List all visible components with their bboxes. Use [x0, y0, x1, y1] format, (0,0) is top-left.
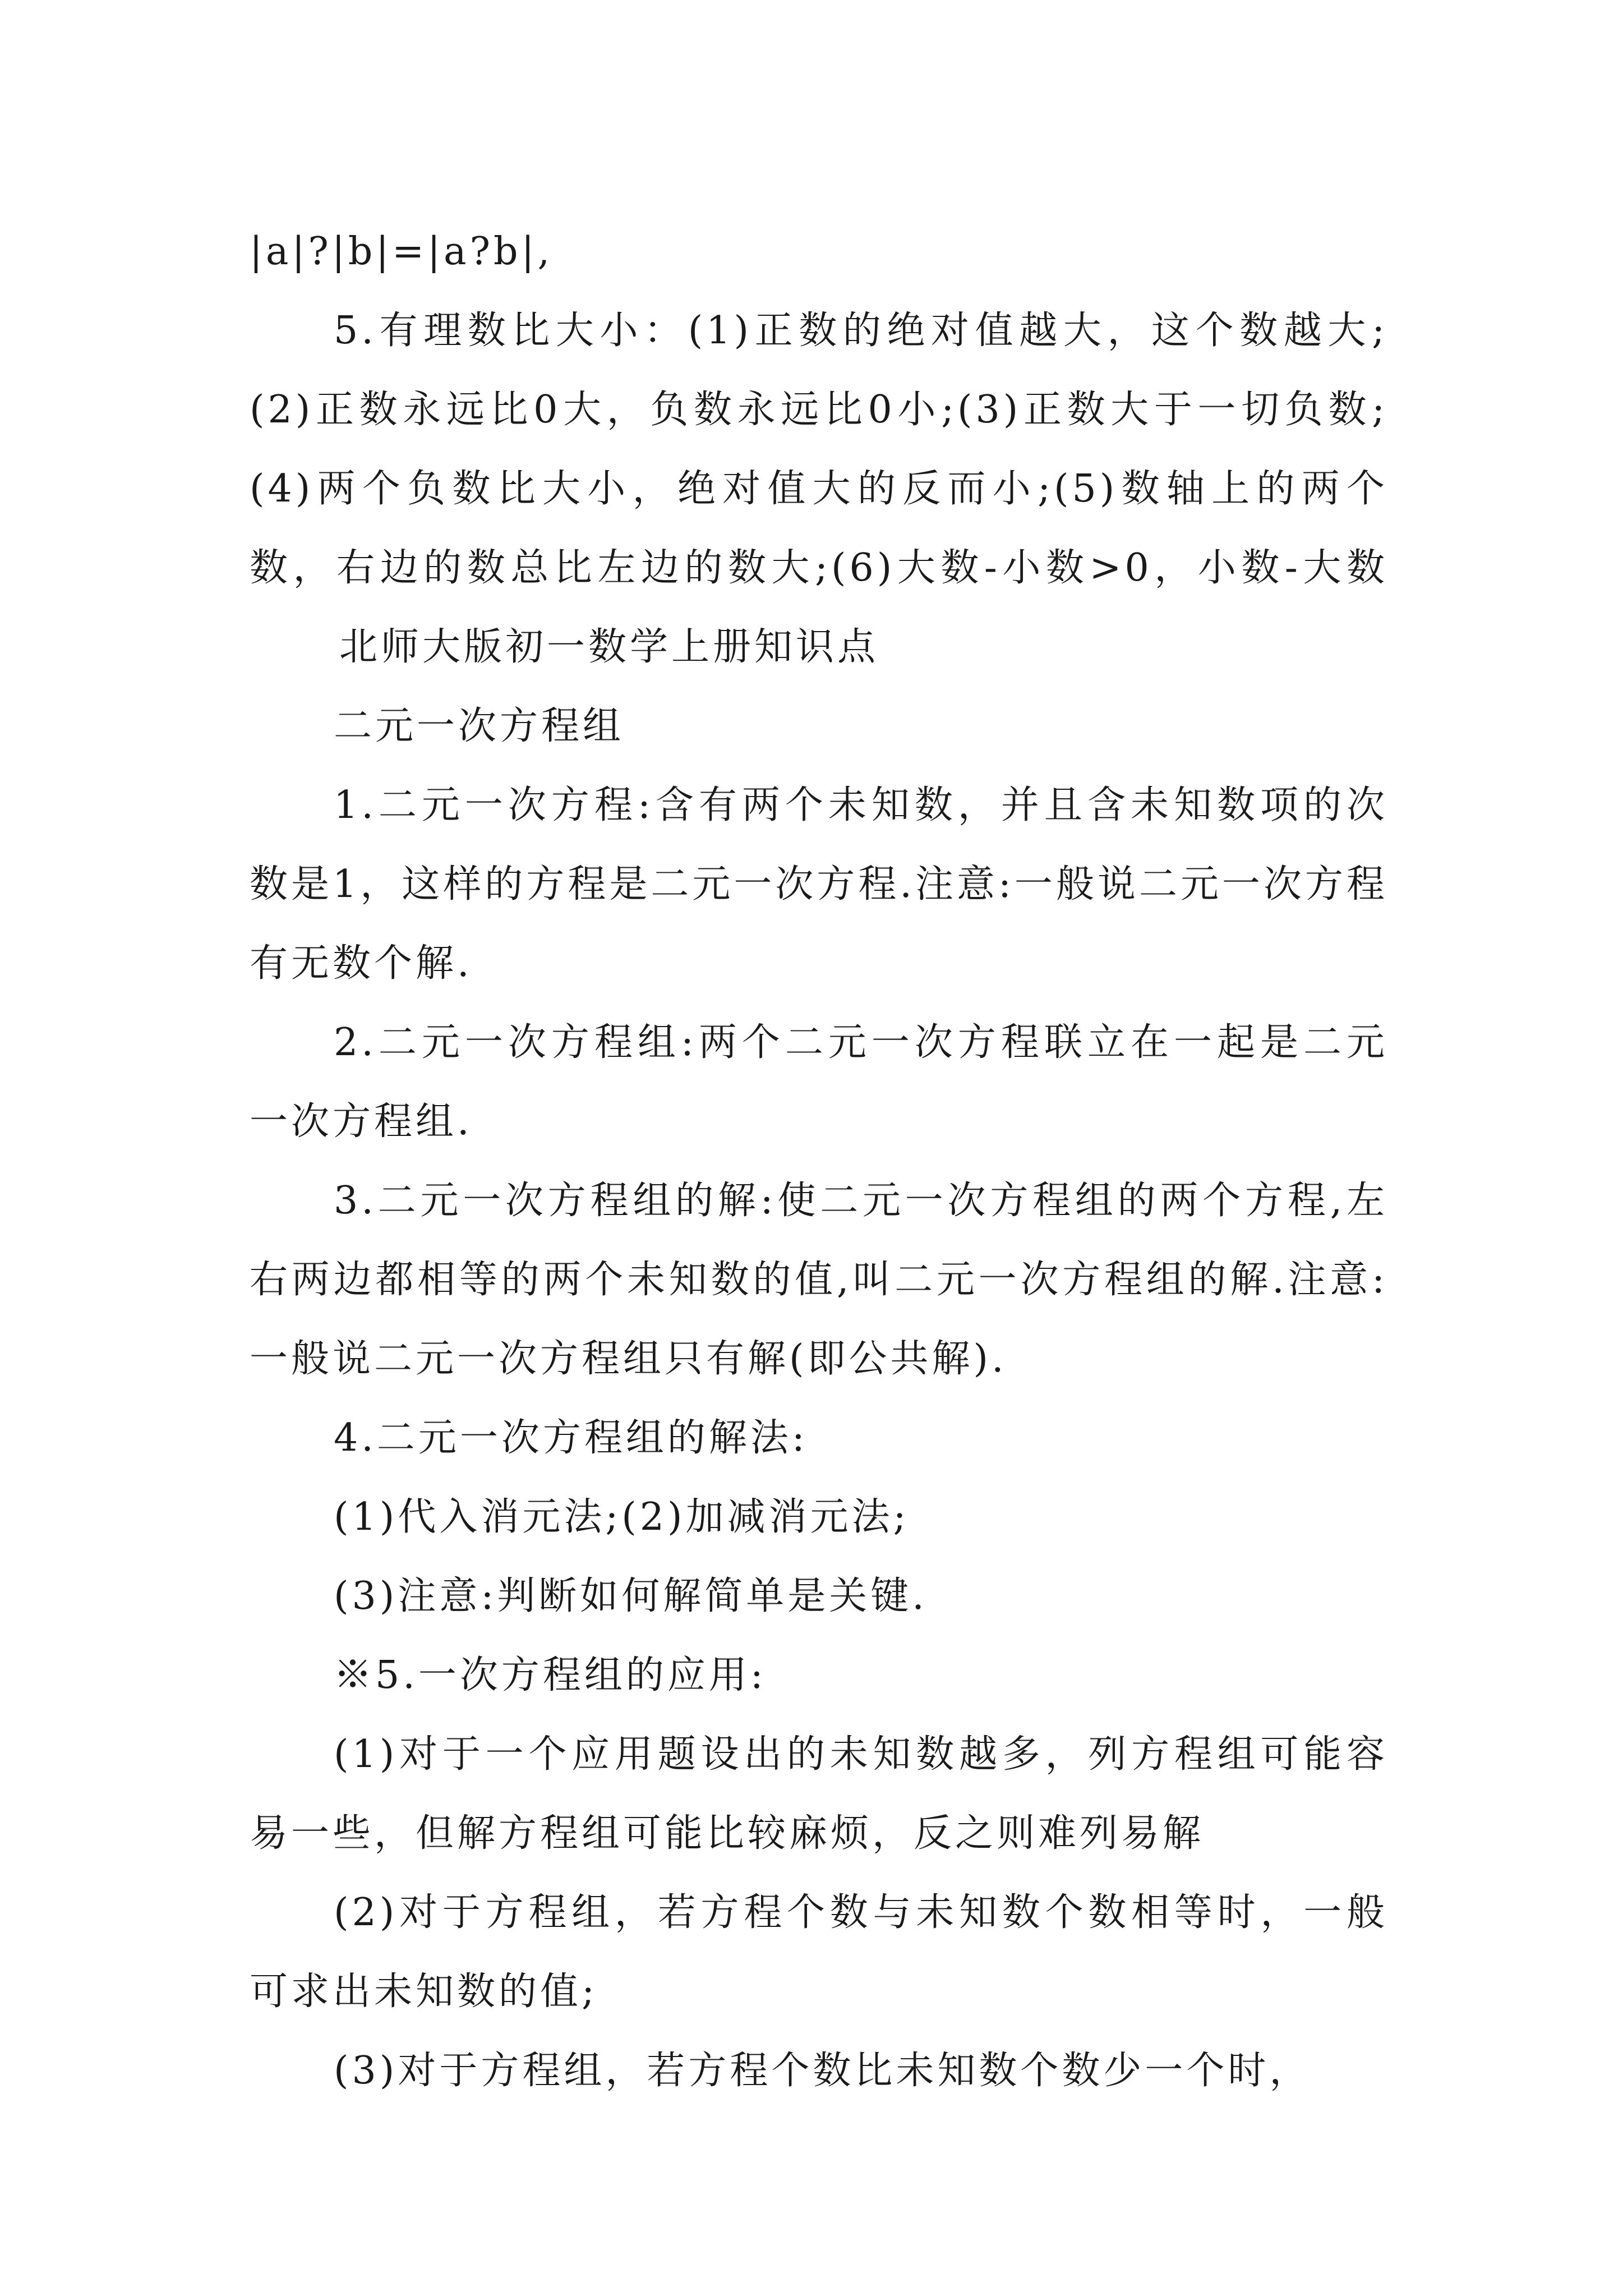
section-heading-inline: 北师大版初一数学上册知识点: [339, 625, 879, 669]
paragraph-item-5: ※5.一次方程组的应用:: [334, 1653, 767, 1697]
paragraph-item-1: 1.二元一次方程:含有两个未知数，并且含未知数项的次数是1，这样的方程是二元一次方程.注意:一般说二元一次方程有无数个解.: [250, 783, 1388, 986]
paragraph-item-4: 4.二元一次方程组的解法:: [334, 1416, 808, 1460]
paragraph-rational-compare-text: 5.有理数比大小：(1)正数的绝对值越大，这个数越大;(2)正数永远比0大，负数永远比0小;(3)正数大于一切负数;(4)两个负数比大小，绝对值大的反而小;(5)数轴上的两个数，右边的数总比左边的数大;(6)大数-小数>0，小数-大数: [250, 309, 1388, 590]
section-title: 二元一次方程组: [334, 704, 625, 748]
document-body: [250, 212, 1388, 2110]
paragraph-item-3: 3.二元一次方程组的解:使二元一次方程组的两个方程,左右两边都相等的两个未知数的值,叫二元一次方程组的解.注意:一般说二元一次方程组只有解(即公共解).: [250, 1179, 1388, 1381]
paragraph-application-3: (3)对于方程组，若方程个数比未知数个数少一个时，: [334, 2049, 1311, 2093]
paragraph-application-2: (2)对于方程组，若方程个数与未知数个数相等时，一般可求出未知数的值;: [250, 1890, 1388, 2014]
paragraph-rational-compare: [250, 291, 1388, 687]
paragraph-application-1: (1)对于一个应用题设出的未知数越多，列方程组可能容易一些，但解方程组可能比较麻烦，反之则难列易解: [250, 1732, 1388, 1856]
paragraph-method-1-2: (1)代入消元法;(2)加减消元法;: [334, 1495, 910, 1539]
paragraph-item-2: 2.二元一次方程组:两个二元一次方程联立在一起是二元一次方程组.: [250, 1020, 1388, 1144]
paragraph-method-3: (3)注意:判断如何解简单是关键.: [334, 1574, 928, 1618]
formula-line: |a|?|b|=|a?b|,: [250, 229, 554, 274]
